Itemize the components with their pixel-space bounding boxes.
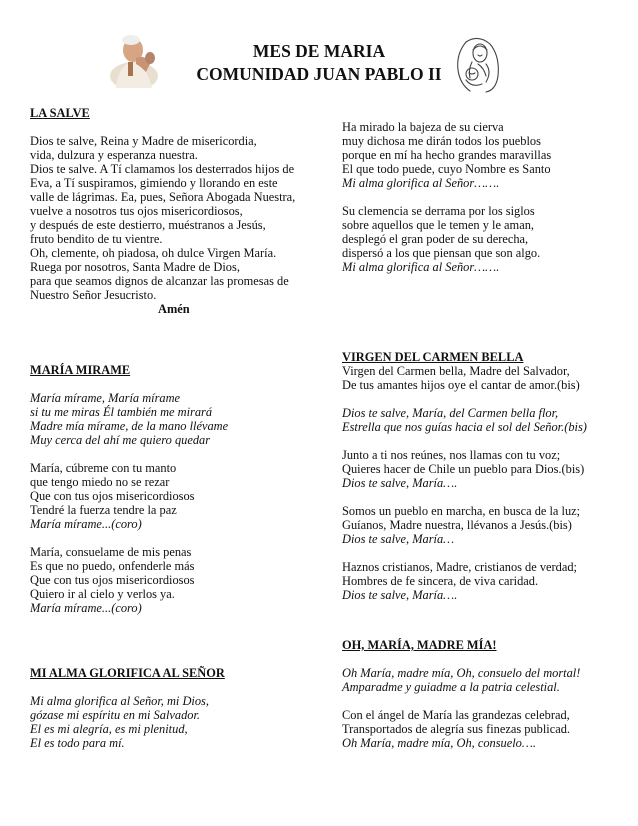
song-line: El es mi alegría, es mi plenitud, xyxy=(30,722,188,736)
madonna-drawing xyxy=(450,36,505,94)
refrain-line: Mi alma glorifica al Señor……. xyxy=(342,260,500,274)
chorus-line: Estrella que nos guías hacia el sol del Señor.(bis) xyxy=(342,420,587,434)
chorus-line: María mírame, María mírame xyxy=(30,391,181,405)
song-line: Tendré la fuerza tendre la paz xyxy=(30,503,177,517)
refrain-line: María mírame...(coro) xyxy=(30,517,142,531)
maria-mirame-section xyxy=(30,363,320,615)
prayer-line: valle de lágrimas. Ea, pues, Señora Abogada Nuestra, xyxy=(30,190,296,204)
document-subtitle: COMUNIDAD JUAN PABLO II xyxy=(196,64,442,84)
song-line: Haznos cristianos, Madre, cristianos de verdad; xyxy=(342,560,578,574)
prayer-line: Oh, clemente, oh piadosa, oh dulce Virgen María. xyxy=(30,246,277,260)
song-line: Su clemencia se derrama por los siglos xyxy=(342,204,535,218)
song-line: Junto a ti nos reúnes, nos llamas con tu voz; xyxy=(342,448,561,462)
refrain-line: Dios te salve, María… xyxy=(342,532,455,546)
song-line: Transportados de alegría sus finezas publicad. xyxy=(342,722,571,736)
song-line: muy dichosa me dirán todos los pueblos xyxy=(342,134,541,148)
section-heading: VIRGEN DEL CARMEN BELLA xyxy=(342,350,524,364)
chorus-line: Oh María, madre mía, Oh, consuelo del mortal! xyxy=(342,666,581,680)
song-line: María, consuelame de mis penas xyxy=(30,545,192,559)
refrain-line: Dios te salve, María…. xyxy=(342,476,458,490)
song-line: porque en mí ha hecho grandes maravillas xyxy=(342,148,552,162)
magnificat-continued-section xyxy=(342,120,612,274)
song-line: Guíanos, Madre nuestra, llévanos a Jesús.(bis) xyxy=(342,518,572,532)
song-line: dispersó a los que piensan que son algo. xyxy=(342,246,541,260)
song-line: Quieres hacer de Chile un pueblo para Dios.(bis) xyxy=(342,462,585,476)
song-line: El es todo para mí. xyxy=(30,736,125,750)
prayer-line: vuelve a nosotros tus ojos misericordiosos, xyxy=(30,204,243,218)
song-line: Hombres de fe sincera, de viva caridad. xyxy=(342,574,539,588)
chorus-line: Madre mía mírame, de la mano llévame xyxy=(30,419,229,433)
song-line: Es que no puedo, onfenderle más xyxy=(30,559,195,573)
song-line: Que con tus ojos misericordiosos xyxy=(30,489,195,503)
song-line: María, cúbreme con tu manto xyxy=(30,461,177,475)
prayer-line: Ruega por nosotros, Santa Madre de Dios, xyxy=(30,260,240,274)
oh-maria-section xyxy=(342,638,612,750)
refrain-line: María mírame...(coro) xyxy=(30,601,142,615)
refrain-line: Dios te salve, María…. xyxy=(342,588,458,602)
song-line: Quiero ir al cielo y verlos ya. xyxy=(30,587,175,601)
refrain-line: Mi alma glorifica al Señor……. xyxy=(342,176,500,190)
chorus-line: Muy cerca del ahí me quiero quedar xyxy=(30,433,211,447)
prayer-line: fruto bendito de tu vientre. xyxy=(30,232,163,246)
prayer-line: vida, dulzura y esperanza nuestra. xyxy=(30,148,198,162)
prayer-line: y después de este destierro, muéstranos a Jesús, xyxy=(30,218,266,232)
section-heading: OH, MARÍA, MADRE MÍA! xyxy=(342,638,497,652)
refrain-line: Oh María, madre mía, Oh, consuelo…. xyxy=(342,736,536,750)
section-heading: LA SALVE xyxy=(30,106,90,120)
song-line: que tengo miedo no se rezar xyxy=(30,475,170,489)
song-line: Con el ángel de María las grandezas celebrad, xyxy=(342,708,570,722)
section-heading: MI ALMA GLORIFICA AL SEÑOR xyxy=(30,666,225,680)
song-line: El que todo puede, cuyo Nombre es Santo xyxy=(342,162,551,176)
prayer-line: Dios te salve. A Tí clamamos los desterrados hijos de xyxy=(30,162,295,176)
amen-text: Amén xyxy=(158,302,190,316)
chorus-line: si tu me miras Él también me mirará xyxy=(30,405,213,419)
song-line: Virgen del Carmen bella, Madre del Salvador, xyxy=(342,364,570,378)
chorus-line: Amparadme y guiadme a la patria celestial. xyxy=(342,680,560,694)
prayer-line: Eva, a Tí suspiramos, gimiendo y llorando en este xyxy=(30,176,278,190)
song-line: De tus amantes hijos oye el cantar de amor.(bis) xyxy=(342,378,580,392)
mi-alma-glorifica-section xyxy=(30,666,320,750)
song-line: Somos un pueblo en marcha, en busca de la luz; xyxy=(342,504,581,518)
song-line: gózase mi espíritu en mi Salvador. xyxy=(30,708,201,722)
chorus-line: Dios te salve, María, del Carmen bella flor, xyxy=(342,406,559,420)
song-line: Mi alma glorifica al Señor, mi Dios, xyxy=(30,694,209,708)
document-title: MES DE MARIA xyxy=(252,41,386,61)
song-line: sobre aquellos que le temen y le aman, xyxy=(342,218,534,232)
song-line: Ha mirado la bajeza de su cierva xyxy=(342,120,504,134)
prayer-line: Nuestro Señor Jesucristo. xyxy=(30,288,157,302)
section-heading: MARÍA MIRAME xyxy=(30,363,131,377)
song-line: desplegó el gran poder de su derecha, xyxy=(342,232,529,246)
prayer-line: para que seamos dignos de alcanzar las promesas de xyxy=(30,274,289,288)
virgen-del-carmen-section xyxy=(342,350,612,602)
song-line: Que con tus ojos misericordiosos xyxy=(30,573,195,587)
page-header xyxy=(0,0,638,100)
prayer-line: Dios te salve, Reina y Madre de misericordia, xyxy=(30,134,257,148)
la-salve-section xyxy=(30,106,320,316)
